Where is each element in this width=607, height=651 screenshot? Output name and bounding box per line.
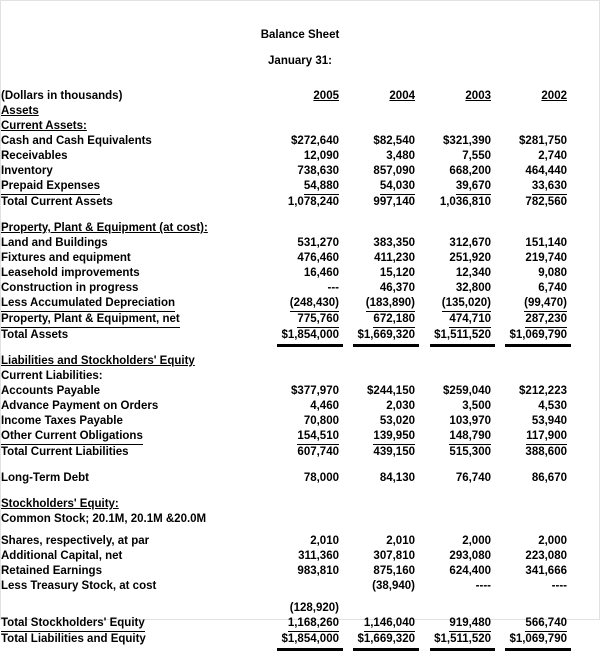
land-2004: 383,350 (373, 237, 415, 249)
table-row (1, 549, 607, 564)
accounts-payable-2004: $244,150 (367, 385, 415, 397)
total-current-assets-2003: 1,036,810 (439, 196, 491, 208)
table-row (1, 384, 607, 399)
retained-earnings-2002: 341,666 (525, 565, 567, 577)
receivables-2005: 12,090 (303, 150, 339, 162)
accounts-payable-2002: $212,223 (519, 385, 567, 397)
cash-2003: $321,390 (443, 135, 491, 147)
total-equity-2004: 1,146,040 (339, 616, 415, 632)
receivables-2004: 3,480 (386, 150, 415, 162)
inventory-2002: 464,440 (525, 165, 567, 177)
ppe-heading: Property, Plant & Equipment (at cost): (1, 222, 208, 234)
additional-capital-2003: 293,080 (449, 550, 491, 562)
current-assets-heading: Current Assets: (1, 120, 87, 132)
table-row (1, 632, 607, 647)
row-label-inventory: Inventory (1, 165, 53, 177)
additional-capital-2002: 223,080 (525, 550, 567, 562)
total-liab-equity-2003: $1,511,520 (434, 633, 491, 645)
other-current-2004: 139,950 (339, 429, 415, 445)
equity-adjustment-2005: (128,920) (289, 602, 339, 614)
row-label-advance-payment: Advance Payment on Orders (1, 400, 159, 412)
fixtures-2005: 476,460 (297, 252, 339, 264)
total-current-assets-2002: 782,560 (525, 196, 567, 208)
accum-dep-2002: (99,470) (491, 296, 567, 312)
stockholders-equity-heading: Stockholders' Equity: (1, 498, 119, 510)
table-row (1, 296, 607, 312)
assets-heading-row (1, 104, 607, 119)
year-header-2004: 2004 (389, 90, 415, 102)
current-liabilities-heading: Current Liabilities: (1, 370, 103, 382)
other-current-2003: 148,790 (415, 429, 491, 445)
row-label-receivables: Receivables (1, 150, 68, 162)
balance-sheet-document (1, 1, 599, 647)
land-2003: 312,670 (449, 237, 491, 249)
section-spacer (1, 486, 607, 497)
table-row (1, 236, 607, 251)
liabilities-heading-row (1, 354, 607, 369)
cash-2005: $272,640 (291, 135, 339, 147)
table-row (1, 445, 607, 460)
ppe-net-2003: 474,710 (415, 312, 491, 328)
accum-dep-2003: (135,020) (415, 296, 491, 312)
other-current-2005: 154,510 (263, 429, 339, 445)
retained-earnings-2003: 624,400 (449, 565, 491, 577)
shares-at-par-2002: 2,000 (538, 535, 567, 547)
row-label-equity-adjustment (1, 601, 263, 616)
fixtures-2002: 219,740 (525, 252, 567, 264)
table-row (1, 281, 607, 296)
total-assets-2002: $1,069,790 (509, 329, 567, 341)
total-current-liabilities-2005: 607,740 (297, 446, 339, 458)
section-spacer (1, 460, 607, 471)
common-stock-note: Common Stock; 20.1M, 20.1M &20.0M (1, 513, 207, 525)
equity-adjustment-2003 (415, 601, 491, 616)
total-current-assets-2005: 1,078,240 (287, 196, 339, 208)
total-liab-equity-2002: $1,069,790 (509, 633, 567, 645)
total-equity-2002: 566,740 (491, 616, 567, 632)
table-row (1, 251, 607, 266)
row-spacer (1, 527, 607, 534)
liabilities-equity-heading: Liabilities and Stockholders' Equity (1, 355, 195, 367)
inventory-2004: 857,090 (373, 165, 415, 177)
land-2005: 531,270 (297, 237, 339, 249)
receivables-2003: 7,550 (462, 150, 491, 162)
document-subtitle: January 31: (268, 55, 332, 67)
leasehold-2005: 16,460 (303, 267, 339, 279)
cash-2002: $281,750 (519, 135, 567, 147)
row-label-total-stockholders-equity: Total Stockholders' Equity (1, 616, 263, 632)
total-assets-2005: $1,854,000 (281, 329, 339, 341)
table-row (1, 579, 607, 594)
common-stock-note-row (1, 512, 607, 527)
table-row (1, 564, 607, 579)
table-row (1, 134, 607, 149)
accum-dep-2005: (248,430) (263, 296, 339, 312)
prepaid-2005: 54,880 (263, 179, 339, 195)
table-row (1, 266, 607, 281)
total-liab-equity-2004: $1,669,320 (357, 633, 415, 645)
row-label-land-and-buildings: Land and Buildings (1, 237, 108, 249)
row-label-accumulated-depreciation: Less Accumulated Depreciation (1, 296, 263, 312)
advance-payment-2003: 3,500 (462, 400, 491, 412)
treasury-stock-2004: (38,940) (372, 580, 415, 592)
row-label-total-current-liabilities: Total Current Liabilities (1, 446, 129, 458)
row-label-ppe-net: Property, Plant & Equipment, net (1, 312, 263, 328)
table-row (1, 195, 607, 210)
total-assets-2004: $1,669,320 (357, 329, 415, 341)
row-label-leasehold: Leasehold improvements (1, 267, 140, 279)
row-label-total-assets: Total Assets (1, 329, 69, 341)
row-label-total-current-assets: Total Current Assets (1, 196, 113, 208)
inventory-2003: 668,200 (449, 165, 491, 177)
balance-sheet-table (1, 89, 607, 647)
row-label-treasury-stock: Less Treasury Stock, at cost (1, 580, 157, 592)
table-row (1, 616, 607, 632)
equity-heading-row (1, 497, 607, 512)
table-row (1, 328, 607, 343)
table-row (1, 179, 607, 195)
income-taxes-2005: 70,800 (303, 415, 339, 427)
prepaid-2002: 33,630 (491, 179, 567, 195)
total-current-liabilities-2003: 515,300 (449, 446, 491, 458)
total-current-liabilities-2004: 439,150 (373, 446, 415, 458)
total-current-liabilities-2002: 388,600 (525, 446, 567, 458)
equity-adjustment-row (1, 601, 607, 616)
leasehold-2003: 12,340 (455, 267, 491, 279)
total-current-assets-2004: 997,140 (373, 196, 415, 208)
ppe-net-2002: 287,230 (491, 312, 567, 328)
inventory-2005: 738,630 (297, 165, 339, 177)
row-label-cash: Cash and Cash Equivalents (1, 135, 152, 147)
additional-capital-2004: 307,810 (373, 550, 415, 562)
leasehold-2004: 15,120 (379, 267, 415, 279)
land-2002: 151,140 (525, 237, 567, 249)
equity-adjustment-2004 (339, 601, 415, 616)
table-row (1, 414, 607, 429)
total-equity-2003: 919,480 (415, 616, 491, 632)
fixtures-2004: 411,230 (374, 252, 415, 264)
year-header-2003: 2003 (465, 90, 491, 102)
income-taxes-2003: 103,970 (449, 415, 491, 427)
income-taxes-2004: 53,020 (379, 415, 415, 427)
total-equity-2005: 1,168,260 (263, 616, 339, 632)
section-spacer (1, 210, 607, 221)
other-current-2002: 117,900 (491, 429, 567, 445)
row-label-shares-at-par: Shares, respectively, at par (1, 535, 150, 547)
shares-at-par-2005: 2,010 (310, 535, 339, 547)
long-term-debt-2003: 76,740 (455, 472, 491, 484)
construction-2004: 46,370 (379, 282, 415, 294)
row-label-other-current-obligations: Other Current Obligations (1, 429, 263, 445)
row-label-construction: Construction in progress (1, 282, 139, 294)
row-label-fixtures: Fixtures and equipment (1, 252, 131, 264)
income-taxes-2002: 53,940 (531, 415, 567, 427)
retained-earnings-2004: 875,160 (373, 565, 415, 577)
year-header-2002: 2002 (541, 90, 567, 102)
shares-at-par-2003: 2,000 (462, 535, 491, 547)
total-liab-equity-2005: $1,854,000 (281, 633, 339, 645)
leasehold-2002: 9,080 (538, 267, 567, 279)
row-label-total-liabilities-and-equity: Total Liabilities and Equity (1, 633, 146, 645)
document-title: Balance Sheet (260, 29, 340, 41)
treasury-stock-2003: ---- (475, 580, 491, 592)
row-label-additional-capital: Additional Capital, net (1, 550, 123, 562)
advance-payment-2002: 4,530 (538, 400, 567, 412)
units-label: (Dollars in thousands) (1, 90, 123, 102)
ppe-net-2005: 775,760 (263, 312, 339, 328)
year-header-2005: 2005 (313, 90, 339, 102)
fixtures-2003: 251,920 (449, 252, 491, 264)
table-row (1, 164, 607, 179)
construction-2003: 32,800 (455, 282, 491, 294)
gutter-cell (567, 89, 607, 104)
total-assets-2003: $1,511,520 (434, 329, 491, 341)
accounts-payable-2003: $259,040 (443, 385, 491, 397)
accounts-payable-2005: $377,970 (291, 385, 339, 397)
table-row (1, 429, 607, 445)
current-assets-heading-row (1, 119, 607, 134)
table-row (1, 399, 607, 414)
equity-adjustment-2002 (491, 601, 567, 616)
row-label-income-taxes-payable: Income Taxes Payable (1, 415, 123, 427)
cash-2004: $82,540 (373, 135, 415, 147)
construction-2002: 6,740 (538, 282, 567, 294)
prepaid-2003: 39,670 (415, 179, 491, 195)
table-row (1, 471, 607, 486)
ppe-heading-row (1, 221, 607, 236)
construction-2005: --- (327, 282, 339, 294)
table-row (1, 312, 607, 328)
prepaid-2004: 54,030 (339, 179, 415, 195)
row-spacer (1, 594, 607, 601)
table-header-row (1, 89, 607, 104)
table-row (1, 534, 607, 549)
row-label-prepaid-expenses: Prepaid Expenses (1, 179, 263, 195)
ppe-net-2004: 672,180 (339, 312, 415, 328)
additional-capital-2005: 311,360 (298, 550, 339, 562)
advance-payment-2005: 4,460 (310, 400, 339, 412)
accum-dep-2004: (183,890) (339, 296, 415, 312)
long-term-debt-2002: 86,670 (531, 472, 567, 484)
row-label-accounts-payable: Accounts Payable (1, 385, 101, 397)
table-row (1, 149, 607, 164)
long-term-debt-2004: 84,130 (379, 472, 415, 484)
receivables-2002: 2,740 (538, 150, 567, 162)
retained-earnings-2005: 983,810 (297, 565, 339, 577)
advance-payment-2004: 2,030 (386, 400, 415, 412)
treasury-stock-2005 (263, 579, 339, 594)
row-label-retained-earnings: Retained Earnings (1, 565, 102, 577)
current-liabilities-heading-row (1, 369, 607, 384)
shares-at-par-2004: 2,010 (386, 535, 415, 547)
assets-heading: Assets (1, 105, 39, 117)
treasury-stock-2002: ---- (551, 580, 567, 592)
long-term-debt-2005: 78,000 (303, 472, 339, 484)
row-label-long-term-debt: Long-Term Debt (1, 472, 89, 484)
